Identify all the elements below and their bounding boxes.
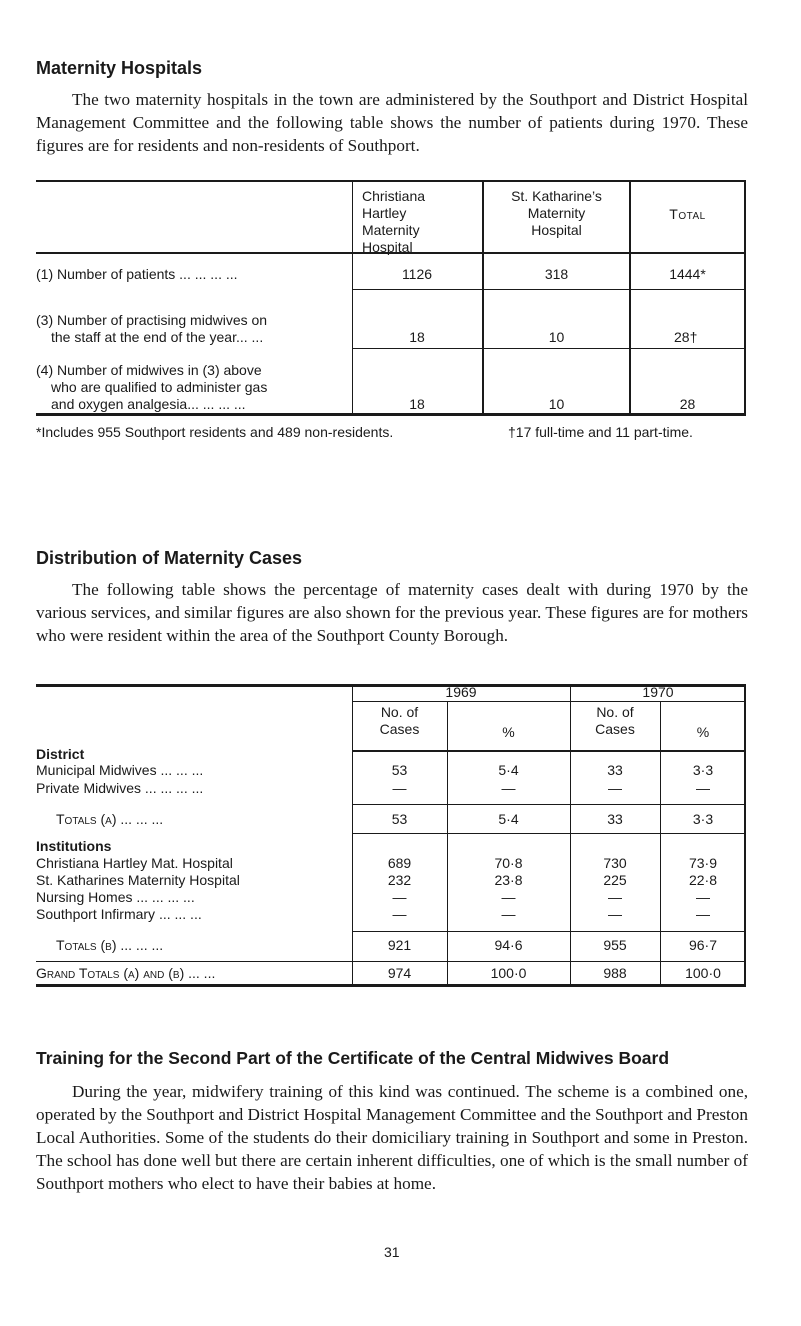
cell-value: 225 [603,872,627,888]
cell-value: 1444* [669,266,706,282]
cell-value: 33 [607,811,623,827]
subheader-pct-1970: % [696,724,710,740]
row-label-totals-b: Totals (b) ... ... ... [56,937,164,953]
row-label-line: (1) Number of patients ... ... ... ... [36,266,238,282]
page-number: 31 [384,1244,400,1260]
institutions-heading: Institutions [36,838,112,854]
cell-value: 22·8 [688,872,718,888]
subheader-pct-1969: % [502,724,515,740]
cell-value: 318 [544,266,569,282]
row-label-southport-infirmary: Southport Infirmary ... ... ... [36,906,202,922]
row-label-number-of-patients [36,266,346,283]
distribution-table [36,684,746,981]
paragraph-text: The two maternity hospitals in the town are administered by the Southport and District Hospital Management Committee and the following table shows the number of patients during 1970. These figures are for residents and non-residents of Southport. [36,90,748,155]
subheader-line: No. of [380,704,419,720]
paragraph-text: During the year, midwifery training of this kind was continued. The scheme is a combined one, operated by the Southport and District Hospital Management Committee and the Southport and Preston Local Authorities. Some of the students do their domiciliary training in Southport and some in Preston. The school has done well but there are certain inherent difficulties, one of which is the small number of Southport mothers who elect to have their babies at home. [36,1082,748,1193]
cell-value: — [696,889,710,905]
cell-value: 100·0 [490,965,527,981]
header-line: Hartley [362,205,407,221]
row-label-grand-totals: Grand Totals (a) and (b) ... ... [36,965,216,981]
subheader-line: Cases [379,721,420,737]
header-line: Hospital [531,222,582,238]
cell-value: — [608,906,622,922]
cell-value: 23·8 [494,872,523,888]
cell-value: 1126 [401,266,433,282]
year-header-1970: 1970 [642,684,674,700]
paragraph-text: The following table shows the percentage of maternity cases dealt with during 1970 by the various services, and similar figures are also shown for the previous year. These figures are for mothers who were resident within the area of the Southport County Borough. [36,580,748,645]
row-label-line: (4) Number of midwives in (3) above [36,362,262,378]
header-st-katharines [484,188,629,239]
row-label-st-katharines: St. Katharines Maternity Hospital [36,872,240,888]
footnote-residents: *Includes 955 Southport residents and 489 non-residents. [36,424,394,440]
header-total: Total [669,206,706,222]
header-line: Maternity [362,222,420,238]
footnote-full-time: †17 full-time and 11 part-time. [508,424,693,440]
subheader-line: Cases [595,721,635,737]
cell-value: — [608,780,622,796]
cell-value: — [392,906,407,922]
section-heading-training: Training for the Second Part of the Certificate of the Central Midwives Board [36,1048,670,1068]
cell-value: 53 [391,811,408,827]
cell-value: 73·9 [688,855,718,871]
district-heading: District [36,746,85,762]
cell-value: 955 [603,937,627,953]
cell-value: 18 [409,329,425,345]
subheader-cases-1969 [352,704,447,738]
cell-value: 28† [674,329,698,345]
cell-value: 232 [387,872,412,888]
header-line: Maternity [527,205,586,221]
paragraph-maternity-hospitals [36,88,748,157]
cell-value: — [392,889,407,905]
cell-value: 921 [387,937,412,953]
cell-value: — [608,889,622,905]
cell-value: 689 [387,855,412,871]
cell-value: 974 [387,965,412,981]
cell-value: 3·3 [692,811,714,827]
row-label-private-midwives: Private Midwives ... ... ... ... [36,780,204,796]
row-label-nursing-homes: Nursing Homes ... ... ... ... [36,889,195,905]
cell-value: 70·8 [494,855,523,871]
cell-value: — [501,780,516,796]
row-label-line: who are qualified to administer gas [51,379,268,395]
subheader-cases-1970 [570,704,660,738]
cell-value: 18 [409,396,425,412]
row-label-line: and oxygen analgesia... ... ... ... [51,396,246,412]
year-header-1969: 1969 [445,684,477,700]
header-christiana-hartley [362,188,472,256]
cell-value: — [392,780,407,796]
paragraph-training [36,1080,748,1195]
section-heading-distribution: Distribution of Maternity Cases [36,548,303,568]
cell-value: 100·0 [685,965,721,981]
row-label-line: (3) Number of practising midwives on [36,312,268,328]
cell-value: 5·4 [498,811,519,827]
subheader-line: No. of [596,704,634,720]
header-line: St. Katharine’s [511,188,602,204]
cell-value: 28 [679,396,696,412]
header-line: Hospital [362,239,413,255]
cell-value: 988 [603,965,627,981]
cell-value: 94·6 [494,937,523,953]
cell-value: — [501,906,516,922]
row-label-municipal-midwives: Municipal Midwives ... ... ... [36,762,204,778]
patients-table [36,180,746,416]
cell-value: 730 [603,855,627,871]
row-label-practising-midwives [36,312,346,346]
cell-value: — [696,780,710,796]
cell-value: 33 [607,762,623,778]
section-heading-maternity-hospitals: Maternity Hospitals [36,58,203,78]
row-label-christiana-hartley: Christiana Hartley Mat. Hospital [36,855,233,871]
row-label-line: the staff at the end of the year... ... [51,329,264,345]
cell-value: 53 [391,762,408,778]
cell-value: 10 [548,396,565,412]
cell-value: 96·7 [688,937,718,953]
paragraph-distribution [36,578,748,647]
row-label-totals-a: Totals (a) ... ... ... [56,811,164,827]
row-label-qualified-midwives [36,362,346,413]
cell-value: — [501,889,516,905]
cell-value: 3·3 [692,762,714,778]
cell-value: 5·4 [498,762,519,778]
header-line: Christiana [362,188,426,204]
cell-value: — [696,906,710,922]
cell-value: 10 [548,329,565,345]
